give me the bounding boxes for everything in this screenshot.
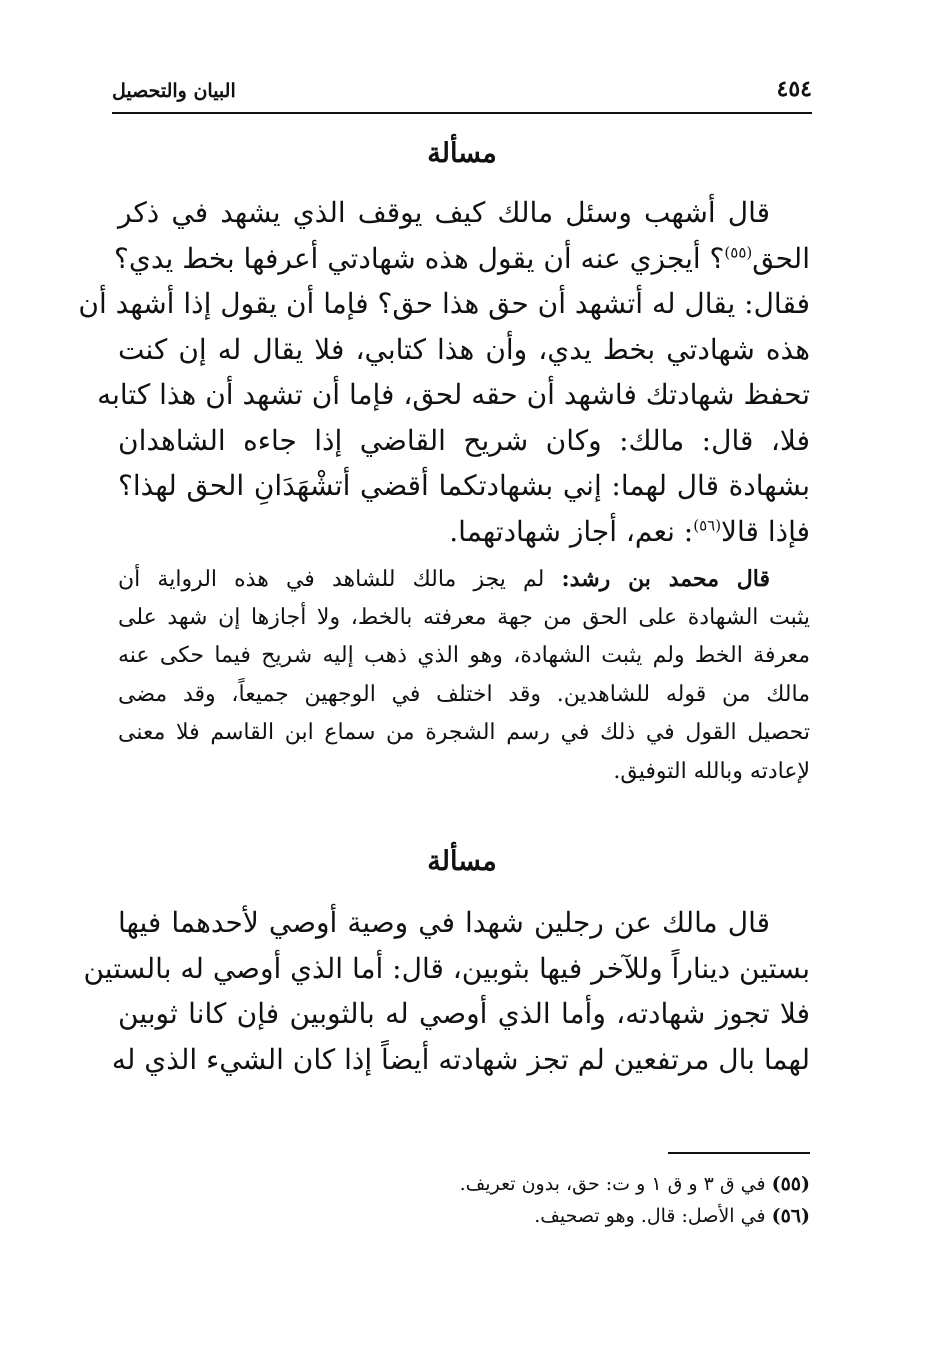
footnote-text: في ق ٣ و ق ١ و ت: حق، بدون تعريف. — [459, 1173, 772, 1195]
section-heading-1: مسألة — [427, 138, 497, 169]
text-line: لإعادته وبالله التوفيق. — [613, 758, 810, 784]
section-1-body — [78, 190, 810, 554]
text-fragment: فإذا قالا — [721, 514, 810, 548]
footnote-number: (٥٥) — [771, 1173, 810, 1195]
commentary-body — [118, 560, 810, 791]
footnote-reference: (٥٥) — [724, 243, 753, 262]
text-line: تحصيل القول في ذلك في رسم الشجرة من سماع ابن القاسم فلا معنى — [118, 720, 810, 745]
footnotes — [380, 1168, 810, 1232]
text-line: قال مالك عن رجلين شهدا في وصية أوصي لأحدهما فيها — [118, 906, 770, 939]
footnote-text: في الأصل: قال. وهو تصحيف. — [534, 1205, 772, 1227]
text-line — [114, 236, 810, 282]
text-line: تحفظ شهادتك فاشهد أن حقه لحق، فإما أن تشهد أن هذا كتابه — [97, 378, 810, 411]
footnote-reference: (٥٦) — [693, 516, 722, 535]
page-header — [112, 72, 812, 114]
text-line — [118, 560, 810, 599]
text-line: مالك من قوله للشاهدين. وقد اختلف في الوجهين جميعاً، وقد مضى — [118, 681, 810, 707]
section-2-body — [83, 900, 810, 1082]
text-fragment: : نعم، أجاز شهادتهما. — [449, 514, 694, 548]
text-line — [118, 509, 810, 555]
text-fragment: ؟ أيجزي عنه أن يقول هذه شهادتي أعرفها بخط يدي؟ — [114, 241, 725, 275]
footnote-number: (٥٦) — [771, 1205, 810, 1227]
footnote-separator — [668, 1152, 810, 1154]
commentary-author: قال محمد بن رشد: — [561, 566, 771, 592]
text-line: بشهادة قال لهما: إني بشهادتكما أقضي أتشْهَدَانِ الحق لهذا؟ — [118, 469, 810, 502]
text-line: فلا تجوز شهادته، وأما الذي أوصي له بالثوبين فإن كانا ثوبين — [118, 997, 810, 1030]
text-line: هذه شهادتي بخط يدي، وأن هذا كتابي، فلا يقال له إن كنت — [118, 332, 810, 366]
text-line: فلا، قال: مالك: وكان شريح القاضي إذا جاءه الشاهدان — [118, 423, 810, 457]
text-line: معرفة الخط ولم يثبت الشهادة، وهو الذي ذهب إليه شريح فيما حكى عنه — [118, 643, 810, 668]
page-number: ٤٥٤ — [776, 76, 812, 102]
footnote-55 — [380, 1168, 810, 1200]
text-line: فقال: يقال له أتشهد أن حق هذا حق؟ فإما أن يقول إذا أشهد أن — [78, 287, 810, 320]
text-line: لهما بال مرتفعين لم تجز شهادته أيضاً إذا كان الشيء الذي له — [111, 1042, 810, 1076]
footnote-56 — [380, 1200, 810, 1232]
running-title: البيان والتحصيل — [112, 80, 236, 102]
section-heading-2: مسألة — [427, 846, 497, 877]
text-line: يثبت الشهادة على الحق من جهة معرفته بالخط، ولا أجازها إن شهد على — [118, 604, 810, 630]
text-line: قال أشهب وسئل مالك كيف يوقف الذي يشهد في ذكر — [118, 196, 770, 229]
text-fragment: لم يجز مالك للشاهد في هذه الرواية أن — [118, 567, 562, 592]
text-fragment: الحق — [752, 241, 810, 275]
text-line: بستين ديناراً وللآخر فيها بثوبين، قال: أما الذي أوصي له بالستين — [83, 951, 810, 985]
